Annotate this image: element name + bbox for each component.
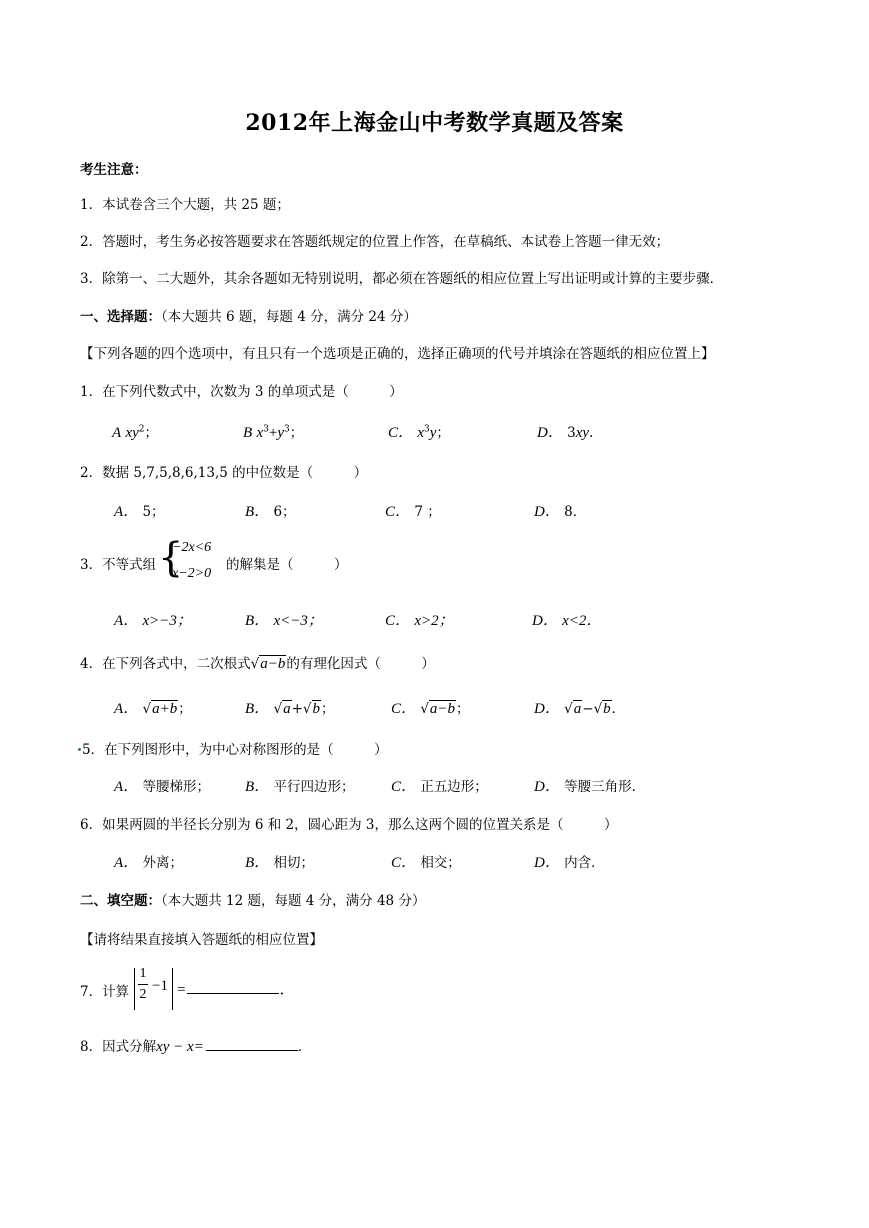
q6-option-b[interactable]: B． 相切； xyxy=(245,855,314,871)
q5-option-b[interactable]: B． 平行四边形； xyxy=(245,779,355,795)
section2-instruction: 【请将结果直接填入答题纸的相应位置】 xyxy=(80,932,323,948)
q4-option-a[interactable]: A． √a+b； xyxy=(114,701,192,717)
left-brace-icon: { xyxy=(158,535,184,581)
q8-line: 8．因式分解xy − x= ． xyxy=(80,1039,312,1055)
q1-option-b[interactable]: B $x^3+y^3$； xyxy=(243,424,304,441)
section1-header xyxy=(80,305,417,325)
q3-suffix: 的解集是（ ） xyxy=(226,557,348,573)
section2-heading: 二、填空题： xyxy=(80,893,161,909)
sqrt-icon: √a−b xyxy=(250,656,286,672)
notice-item-1: 1．本试卷含三个大题，共 25 题； xyxy=(80,197,290,213)
q7-prefix: 7．计算 xyxy=(80,984,130,1000)
q7-blank[interactable] xyxy=(187,981,279,994)
q2-option-b[interactable]: B． 6； xyxy=(245,504,296,520)
q4-stem: 4．在下列各式中，二次根式√a−b的有理化因式（ ） xyxy=(80,656,435,672)
q8-blank[interactable] xyxy=(206,1038,298,1051)
page-title: 2012年上海金山中考数学真题及答案 xyxy=(245,110,624,136)
q1-option-c[interactable]: C． $x^3y$； xyxy=(388,424,450,441)
q1-stem: 1．在下列代数式中，次数为 3 的单项式是（ ） xyxy=(80,384,403,400)
q3-inequality-2: x−2>0 xyxy=(172,566,212,581)
stray-mark xyxy=(78,748,81,751)
notice-heading: 考生注意： xyxy=(80,162,148,178)
section2-info: （本大题共 12 题，每题 4 分，满分 48 分） xyxy=(161,893,426,909)
q6-option-a[interactable]: A． 外离； xyxy=(114,855,183,871)
notice-item-3: 3．除第一、二大题外，其余各题如无特别说明，都必须在答题纸的相应位置上写出证明或计算的主要步骤． xyxy=(80,271,724,287)
q3-inequality-1: −2x<6 xyxy=(172,540,212,555)
q5-option-d[interactable]: D． 等腰三角形． xyxy=(534,779,646,795)
notice-item-2: 2．答题时，考生务必按答题要求在答题纸规定的位置上作答，在草稿纸、本试卷上答题一律无效； xyxy=(80,234,670,250)
abs-bar-left xyxy=(134,968,135,1010)
q1-option-a[interactable]: A $xy^2$； xyxy=(112,424,159,441)
q5-option-a[interactable]: A． 等腰梯形； xyxy=(114,779,210,795)
q7-fraction: 1 2 xyxy=(139,966,147,1002)
q4-option-b[interactable]: B． √a+√b； xyxy=(245,701,335,717)
q6-option-c[interactable]: C． 相交； xyxy=(391,855,461,871)
section1-instruction: 【下列各题的四个选项中，有且只有一个选项是正确的，选择正确项的代号并填涂在答题纸的相应位置上】 xyxy=(80,346,715,362)
q6-option-d[interactable]: D． 内含． xyxy=(534,855,605,871)
q2-option-a[interactable]: A． 5； xyxy=(114,504,165,520)
abs-bar-right xyxy=(172,968,173,1010)
q3-option-c[interactable]: C． x>2； xyxy=(385,613,454,629)
q2-option-c[interactable]: C． 7 ； xyxy=(385,504,441,520)
q3-prefix: 3．不等式组 xyxy=(80,557,157,573)
q5-stem: 5．在下列图形中，为中心对称图形的是（ ） xyxy=(82,742,388,758)
q4-option-c[interactable]: C． √a−b； xyxy=(391,701,470,717)
q2-option-d[interactable]: D． 8． xyxy=(534,504,587,520)
q2-stem: 2．数据 5,7,5,8,6,13,5 的中位数是（ ） xyxy=(80,465,368,481)
q3-option-d[interactable]: D． x<2． xyxy=(532,613,602,629)
section1-info: （本大题共 6 题，每题 4 分，满分 24 分） xyxy=(161,309,417,325)
q4-option-d[interactable]: D． √a−√b． xyxy=(534,701,626,717)
q1-option-d[interactable]: D． 3xy． xyxy=(537,425,603,441)
q3-option-b[interactable]: B． x<−3； xyxy=(245,613,323,629)
q3-option-a[interactable]: A． x>−3； xyxy=(114,613,192,629)
q7-answer[interactable]: = ． xyxy=(177,982,295,998)
q6-stem: 6．如果两圆的半径长分别为 6 和 2，圆心距为 3，那么这两个圆的位置关系是（ ） xyxy=(80,817,618,833)
section1-heading: 一、选择题： xyxy=(80,309,161,325)
q5-option-c[interactable]: C． 正五边形； xyxy=(391,779,488,795)
section2-header xyxy=(80,889,425,909)
q7-minus-one: −1 xyxy=(152,978,168,994)
